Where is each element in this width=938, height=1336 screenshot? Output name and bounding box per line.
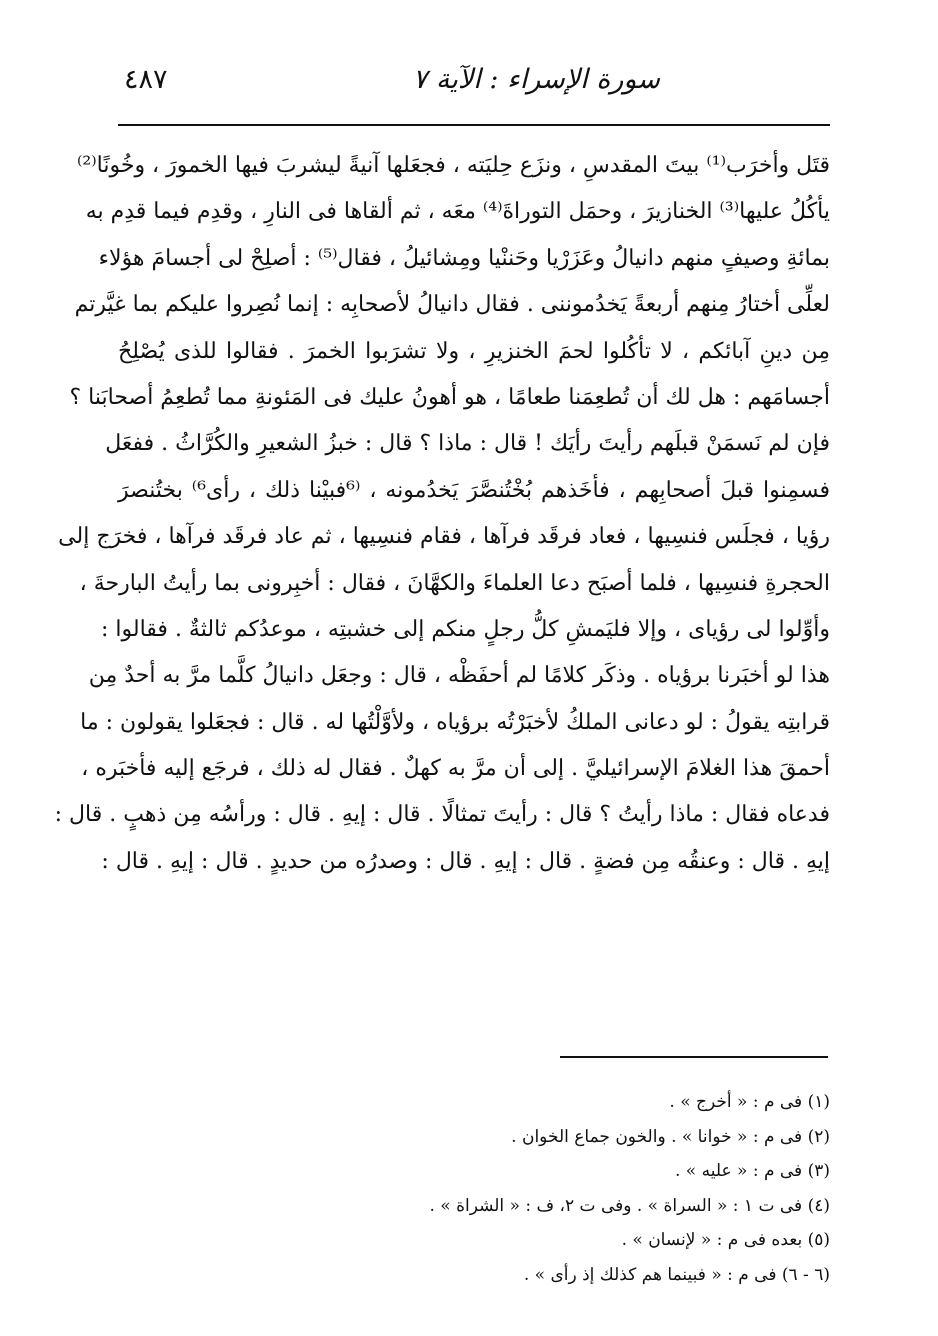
footnote: (٤) فى ت ١ : « السراة » . وفى ت ٢، ف : « الشراة » . xyxy=(429,1195,830,1216)
footnote: (٣) فى م : « عليه » . xyxy=(674,1161,830,1181)
running-header xyxy=(118,58,830,104)
header-rule xyxy=(118,124,830,126)
footnote: (١) فى م : « أخرج » . xyxy=(669,1092,830,1112)
text-line: بمائةِ وصيفٍ منهم دانيالُ وعَزَرْيا وحَننْيا ومِشائيلُ ، فقال⁽⁵⁾ : أصلِحْ لى أجسامَ هؤلاء xyxy=(98,245,830,271)
footnotes xyxy=(300,1085,830,1292)
text-line: فإن لم نَسمَنْ قبلَهم رأيتَ رأيَك ! قال : ماذا ؟ قال : خبزُ الشعيرِ والكُرَّاثُ . ففعَل xyxy=(105,431,830,457)
running-title: سورة الإسراء : الآية ٧ xyxy=(412,64,660,95)
main-text xyxy=(54,143,830,885)
footnote: (٦ - ٦) فى م : « فبينما هم كذلك إذ رأى » . xyxy=(523,1264,830,1285)
text-line: فدعاه فقال : ماذا رأيتُ ؟ قال : رأيتَ تمثالًا . قال : إيهِ . قال : ورأسُه مِن ذهبٍ . قال : xyxy=(54,802,830,828)
text-line: إيهِ . قال : وعنقُه مِن فضةٍ . قال : إيهِ . قال : وصدرُه من حديدٍ . قال : إيهِ . قال : xyxy=(101,848,830,874)
text-line: لعلِّى أختارُ مِنهم أربعةً يَخدُموننى . فقال دانيالُ لأصحابِه : إنما نُصِروا عليكم بما غيَّرتم xyxy=(74,292,830,318)
page-number: ٤٨٧ xyxy=(124,64,168,95)
text-line: رؤيا ، فجلَس فنسِيها ، فعاد فرقَد فرآها ، فقام فنسِيها ، ثم عاد فرقَد فرآها ، فخرَج إلى xyxy=(58,524,830,550)
footnote: (٥) بعده فى م : « لإنسان » . xyxy=(621,1230,830,1250)
text-line: يأكُلُ عليها⁽³⁾ الخنازيرَ ، وحمَل التوراةَ⁽⁴⁾ معَه ، ثم ألقاها فى النارِ ، وقدِم فيما قدِم به xyxy=(85,199,830,225)
text-line: الحجرةِ فنسِيها ، فلما أصبَح دعا العلماءَ والكهَّانَ ، فقال : أخبِرونى بما رأيتُ البارحةَ ، xyxy=(79,570,830,596)
text-line: قرابتِه يقولُ : لو دعانى الملكُ لأخبَرْتُه برؤياه ، ولأوَّلْتُها له . قال : فجعَلوا يقولون : ما xyxy=(80,709,830,735)
text-line: قتَل وأخرَب⁽¹⁾ بيتَ المقدسِ ، ونزَع حِليَته ، فجعَلها آنيةً ليشربَ فيها الخمورَ ، وخُونًا⁽²⁾ xyxy=(77,153,830,178)
footnote: (٢) فى م : « خوانا » . والخون جماع الخوان . xyxy=(511,1126,830,1147)
text-line: أجسامَهم : هل لك أن تُطعِمَنا طعامًا ، هو أهونُ عليك فى المَئونةِ مما تُطعِمُ أصحابَنا ؟ xyxy=(69,384,830,410)
text-line: مِن دينِ آبائكم ، لا تأكُلوا لحمَ الخنزيرِ ، ولا تشرَبوا الخمرَ . فقالوا للذى يُصْلِحُ xyxy=(118,338,830,364)
text-line: فسمِنوا قبلَ أصحابِهم ، فأخَذهم بُخْتُنصَّرَ يَخدُمونه ، ⁽⁶فبيْنا ذلك ، رأى⁶⁾ بختُنصرَ xyxy=(118,477,830,503)
text-line: هذا لو أخبَرنا برؤياه . وذكَر كلامًا لم أحفَظْه ، قال : وجعَل دانيالُ كلَّما مرَّ به أحدٌ مِن xyxy=(88,663,830,689)
footnote-rule xyxy=(560,1056,828,1058)
text-line: أحمقَ هذا الغلامَ الإسرائيليَّ . إلى أن مرَّ به كهلٌ . فقال له ذلك ، فرجَع إليه فأخبَره ، xyxy=(81,756,830,782)
text-line: وأوِّلوا لى رؤياى ، وإلا فليَمشِ كلُّ رجلٍ منكم إلى خشبتِه ، موعدُكم ثالثةٌ . فقالوا : xyxy=(101,616,830,642)
